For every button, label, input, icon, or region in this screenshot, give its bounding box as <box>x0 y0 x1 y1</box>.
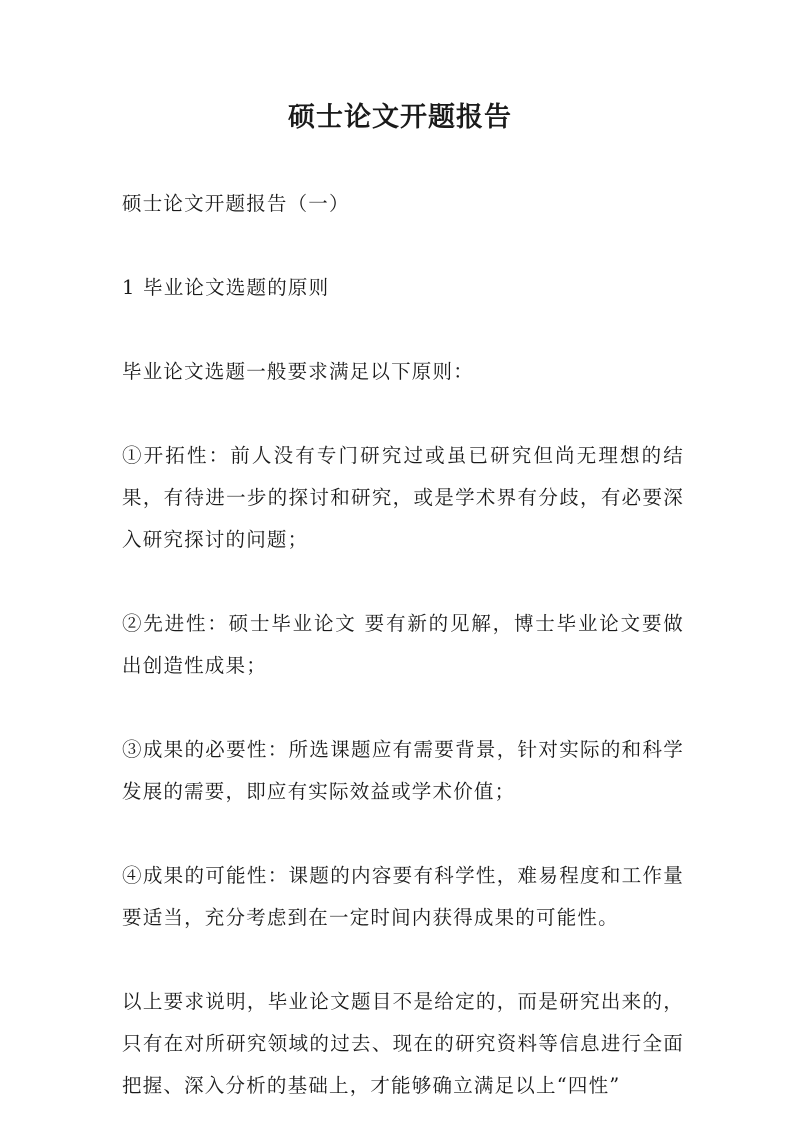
principles-intro-paragraph: 毕业论文选题一般要求满足以下原则： <box>122 360 474 383</box>
principle-feasibility-paragraph: ④成果的可能性：课题的内容要有科学性，难易程度和工作量要适当，充分考虑到在一定时间内获得成果的可能性。 <box>122 864 684 929</box>
principle-advanced-paragraph: ②先进性：硕士毕业论文 要有新的见解，博士毕业论文要做出创造性成果； <box>122 612 684 677</box>
summary-paragraph: 以上要求说明，毕业论文题目不是给定的，而是研究出来的，只有在对所研究领域的过去、现在的研究资料等信息进行全面把握、深入分析的基础上，才能够确立满足以上“四性” <box>122 990 684 1097</box>
principle-necessity-paragraph: ③成果的必要性：所选课题应有需要背景，针对实际的和科学发展的需要，即应有实际效益或学术价值； <box>122 738 684 803</box>
section-heading-topic-principles: 1 毕业论文选题的原则 <box>122 276 330 299</box>
section-heading-report-one: 硕士论文开题报告（一） <box>122 192 350 215</box>
document-title: 硕士论文开题报告 <box>288 102 512 133</box>
principle-pioneering-paragraph: ①开拓性：前人没有专门研究过或虽已研究但尚无理想的结果，有待进一步的探讨和研究，或是学术界有分歧，有必要深入研究探讨的问题； <box>122 444 684 551</box>
document-body <box>122 183 684 1107</box>
